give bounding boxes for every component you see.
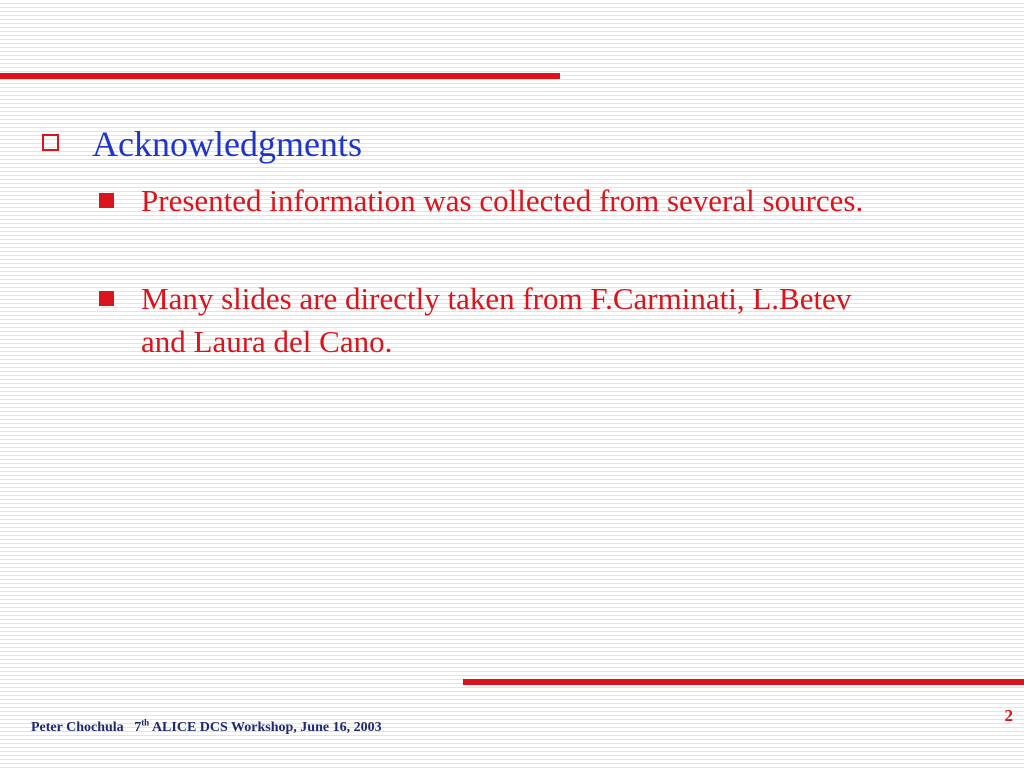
solid-square-bullet-icon — [99, 291, 114, 306]
bullet-text: Presented information was collected from several sources. — [141, 183, 864, 218]
footer-author: Peter Chochula — [31, 720, 124, 735]
solid-square-bullet-icon — [99, 193, 114, 208]
footer-ordinal-suffix: th — [141, 717, 150, 728]
bottom-divider — [463, 679, 1024, 685]
bullet-text: Many slides are directly taken from F.Carminati, L.Betev and Laura del Cano. — [141, 281, 852, 359]
footer-event: ALICE DCS Workshop, June 16, 2003 — [151, 720, 382, 735]
slide-footer — [31, 717, 382, 736]
heading-bullet-item — [42, 122, 362, 166]
footer-ordinal-number: 7 — [134, 720, 142, 735]
bullet-item — [99, 277, 899, 363]
hollow-square-bullet-icon — [42, 134, 59, 151]
page-number: 2 — [1004, 706, 1013, 725]
slide-heading: Acknowledgments — [92, 124, 362, 164]
bullet-item — [99, 179, 899, 222]
